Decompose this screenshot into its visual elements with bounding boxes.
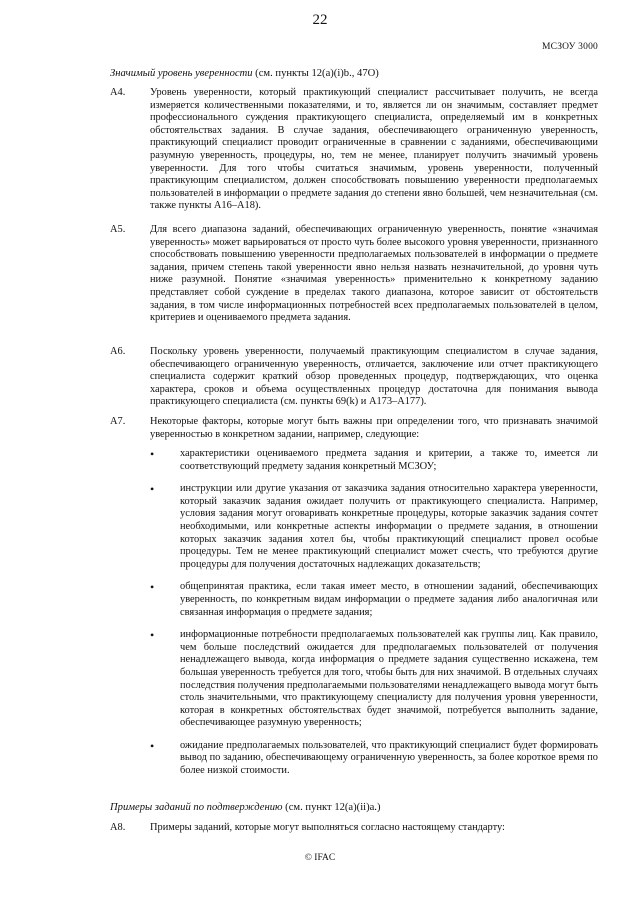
paragraph-a7 <box>110 416 598 441</box>
paragraph-number: A4. <box>110 87 126 98</box>
paragraph-a4 <box>110 87 598 213</box>
list-item <box>150 740 598 778</box>
paragraph-text: Для всего диапазона заданий, обеспечивающих ограниченную уверенность, понятие «значимая уверенность» может варьироваться от просто чуть более высокого уровня уверенности, признанного способствовать повышению уверенности предполагаемых пользователей в информации о предмете задания, причем степень такой уверенности явно нельзя назвать незначительной, до уровня чуть ниже разумной. Понятие «значимая уверенность» применительно к конкретному заданию представляет собой суждение в пределах такого диапазона, которое зависит от обстоятельств задания, в том числе информационных потребностей всех предполагаемых пользователей в целом, критериев и оцениваемого предмета задания. <box>150 224 598 324</box>
section-heading-italic: Значимый уровень уверенности <box>110 68 253 79</box>
list-item-text: характеристики оцениваемого предмета задания и критерии, а также то, имеется ли соответствующий предмету задания конкретный МСЗОУ; <box>180 448 598 472</box>
paragraph-text: Поскольку уровень уверенности, получаемый практикующим специалистом в случае задания, обеспечивающего ограниченную уверенность, отличается, заключение или отчет практикующего специалиста содержит краткий обзор проведенных процедур, подтверждающих, что оценка характера, сроков и объема осуществленных процедур достаточна для понимания вывода практикующего специалиста (см. пункты 69(k) и A173–A177). <box>150 346 598 408</box>
list-item <box>150 629 598 730</box>
paragraph-a5 <box>110 224 598 325</box>
list-item-text: информационные потребности предполагаемых пользователей как группы лиц. Как правило, чем больше последствий ожидается для предполагаемых пользователей от получения ненадлежащего вывода, когда информация о предмете задания существенно искажена, тем большая уверенность требуется для того, чтобы быть для них значимой. В отдельных случаях последствия получения предполагаемыми пользователями ненадлежащего вывода могут быть столь значительными, что практикующему специалисту для получения уровня уверенности, которая в конкретных обстоятельствах будет значимой, потребуется выполнить задание, обеспечивающее разумную уверенность; <box>180 629 599 729</box>
bullet-icon: • <box>150 447 155 461</box>
list-item-text: ожидание предполагаемых пользователей, что практикующий специалист будет формировать вывод по заданию, обеспечивающему ограниченную уверенность, за более короткое время по более низкой стоимости. <box>180 739 598 777</box>
bullet-icon: • <box>150 482 155 497</box>
paragraph-text: Некоторые факторы, которые могут быть важны при определении того, что признавать значимой уверенностью в конкретном задании, например, следующие: <box>150 416 598 440</box>
paragraph-a8 <box>110 822 598 835</box>
paragraph-a6 <box>110 346 598 409</box>
footer-copyright: © IFAC <box>304 853 336 863</box>
list-item <box>150 581 598 619</box>
factor-list <box>150 448 598 778</box>
section-heading-reference: (см. пункт 12(a)(ii)a.) <box>282 802 381 813</box>
section-heading-reference: (см. пункты 12(a)(i)b., 47O) <box>252 68 379 79</box>
section-heading-italic: Примеры заданий по подтверждению <box>110 802 283 813</box>
paragraph-number: A7. <box>110 416 126 427</box>
page-number: 22 <box>312 12 328 28</box>
paragraph-text: Уровень уверенности, который практикующий специалист рассчитывает получить, не всегда измеряется количественными показателями, и то, является ли он значимым, составляет предмет профессионального суждения практикующего специалиста, определяемый им в конкретных обстоятельствах задания. В случае задания, обеспечивающего ограниченную уверенность, практикующий специалист проводит ограниченные в сравнении с заданиями, обеспечивающими разумную уверенность, процедуры, но, тем не менее, планирует получить значимый уровень уверенности. Для того чтобы считаться значимым, уровень уверенности, полученный практикующим специалистом, должен способствовать повышению уверенности предполагаемых пользователей в информации о предмете задания до степени явно большей, чем незначительная (см. также пункты A16–A18). <box>150 87 598 212</box>
bullet-icon: • <box>150 738 155 753</box>
section-heading-attestation-examples <box>110 802 381 813</box>
standard-code: МСЗОУ 3000 <box>542 42 598 52</box>
bullet-icon: • <box>150 580 155 595</box>
paragraph-text: Примеры заданий, которые могут выполняться согласно настоящему стандарту: <box>150 822 505 833</box>
list-item <box>150 448 598 473</box>
bullet-icon: • <box>150 628 155 643</box>
section-heading-significant-assurance <box>110 68 379 79</box>
paragraph-number: A6. <box>110 346 126 357</box>
list-item-text: общепринятая практика, если такая имеет место, в отношении заданий, обеспечивающих уверенность, по конкретным видам информации о предмете задания либо аналогичная или связанная информация о предмете задания; <box>180 581 598 618</box>
list-item-text: инструкции или другие указания от заказчика задания относительно характера уверенности, который заказчик задания ожидает получить от практикующего специалиста. Например, условия задания могут оговаривать конкретные процедуры, которые заказчик задания сочтет необходимыми, или конкретные аспекты информации о предмете задания, в отношении которых заказчик задания хотел бы, чтобы практикующий специалист провел особые процедуры. Тем не менее практикующий специалист может счесть, что требуются другие процедуры для получения достаточных надлежащих доказательств; <box>180 483 598 570</box>
list-item <box>150 483 598 571</box>
paragraph-number: A5. <box>110 224 126 235</box>
paragraph-number: A8. <box>110 822 126 833</box>
